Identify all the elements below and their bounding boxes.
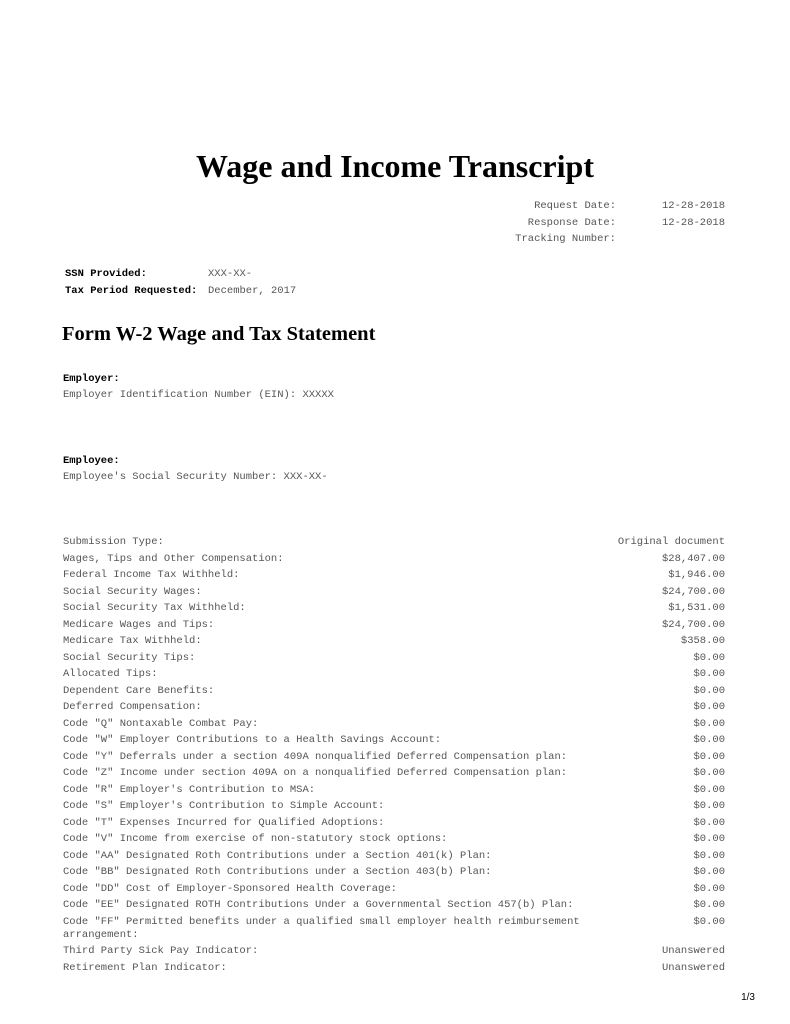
form-title: Form W-2 Wage and Tax Statement (62, 323, 376, 345)
line-item-value: $0.00 (693, 717, 725, 730)
line-item-label: Code "V" Income from exercise of non-statutory stock options: (63, 833, 448, 845)
line-item (63, 833, 725, 850)
line-item-value: $0.00 (693, 899, 725, 911)
tax-period-value: December, 2017 (208, 284, 297, 297)
line-item (63, 536, 725, 553)
line-item (63, 800, 725, 817)
employer-ein: Employer Identification Number (EIN): XXXXX (63, 389, 334, 401)
line-item-label: Code "BB" Designated Roth Contributions under a Section 403(b) Plan: (63, 866, 492, 878)
line-item-label: Social Security Tax Withheld: (63, 602, 246, 614)
line-item (63, 883, 725, 900)
line-item-value: $0.00 (693, 750, 725, 763)
line-item-label: Code "R" Employer's Contribution to MSA: (63, 783, 316, 796)
line-item-label: Retirement Plan Indicator: (63, 961, 227, 974)
line-item-label: Wages, Tips and Other Compensation: (63, 552, 284, 565)
line-item (63, 916, 725, 946)
line-item-label: Code "W" Employer Contributions to a Health Savings Account: (63, 734, 442, 746)
line-item-value: $0.00 (693, 684, 725, 697)
line-item-value: Unanswered (661, 945, 725, 957)
ssn-value: XXX-XX- (208, 268, 253, 280)
line-item-label: Deferred Compensation: (63, 701, 202, 713)
line-item-label: Code "AA" Designated Roth Contributions under a Section 401(k) Plan: (63, 849, 492, 862)
taxpayer-info (65, 268, 465, 301)
line-item-value: Original document (617, 536, 725, 548)
page-title: Wage and Income Transcript (196, 148, 594, 184)
line-item (63, 817, 725, 834)
line-item-label: Code "FF" Permitted benefits under a qualified small employer health reimbursement arrangement: (63, 915, 580, 941)
line-item (63, 734, 725, 751)
line-item (63, 962, 725, 979)
line-item-label: Medicare Wages and Tips: (63, 618, 215, 631)
tax-period-row (65, 285, 465, 302)
line-item-label: Code "Q" Nontaxable Combat Pay: (63, 717, 259, 730)
line-item-value: $1,946.00 (668, 569, 725, 581)
line-item-label: Federal Income Tax Withheld: (63, 569, 240, 581)
response-date-label: Response Date: (527, 216, 616, 229)
line-item-value: $1,531.00 (668, 602, 725, 614)
line-item-value: $24,700.00 (661, 618, 725, 631)
line-item-label: Medicare Tax Withheld: (63, 635, 202, 647)
page-number: 1/3 (741, 992, 755, 1003)
tax-period-label: Tax Period Requested: (65, 284, 198, 297)
line-item (63, 866, 725, 883)
line-item (63, 635, 725, 652)
line-item-value: Unanswered (661, 961, 725, 974)
line-item (63, 718, 725, 735)
line-item-label: Social Security Tips: (63, 651, 196, 664)
request-date-value: 12-28-2018 (662, 200, 726, 212)
employee-ssn: Employee's Social Security Number: XXX-XX- (63, 471, 328, 483)
tracking-number-row (440, 233, 730, 250)
line-item-value: $0.00 (693, 915, 725, 928)
line-item-value: $0.00 (693, 783, 725, 796)
line-item-label: Submission Type: (63, 536, 164, 548)
line-item-label: Code "S" Employer's Contribution to Simple Account: (63, 800, 385, 812)
line-item (63, 668, 725, 685)
line-item (63, 751, 725, 768)
line-item-label: Allocated Tips: (63, 668, 158, 680)
line-item-value: $24,700.00 (661, 585, 725, 598)
line-item-value: $0.00 (693, 800, 725, 812)
line-item (63, 767, 725, 784)
line-item-value: $0.00 (693, 668, 725, 680)
line-item-value: $0.00 (693, 849, 725, 862)
line-item (63, 701, 725, 718)
tracking-number-label: Tracking Number: (515, 233, 616, 245)
line-item-label: Social Security Wages: (63, 585, 202, 598)
line-item-value: $0.00 (693, 882, 725, 895)
employer-label: Employer: (63, 373, 120, 385)
line-item-label: Code "Y" Deferrals under a section 409A nonqualified Deferred Compensation plan: (63, 750, 568, 763)
line-item-value: $28,407.00 (661, 552, 725, 565)
line-item (63, 784, 725, 801)
line-item-label: Code "Z" Income under section 409A on a nonqualified Deferred Compensation plan: (63, 767, 568, 779)
w2-line-items (63, 536, 725, 978)
line-item-label: Code "EE" Designated ROTH Contributions Under a Governmental Section 457(b) Plan: (63, 899, 574, 911)
line-item-value: $0.00 (693, 651, 725, 664)
request-date-label: Request Date: (534, 200, 616, 212)
line-item (63, 569, 725, 586)
line-item-value: $0.00 (693, 866, 725, 878)
line-item (63, 586, 725, 603)
line-item-label: Third Party Sick Pay Indicator: (63, 945, 259, 957)
line-item-value: $0.00 (693, 767, 725, 779)
line-item (63, 553, 725, 570)
line-item-value: $0.00 (693, 734, 725, 746)
line-item-value: $0.00 (693, 816, 725, 829)
response-date-row (440, 217, 730, 234)
response-date-value: 12-28-2018 (662, 216, 726, 229)
line-item (63, 619, 725, 636)
line-item-value: $0.00 (693, 833, 725, 845)
line-item-value: $358.00 (680, 635, 725, 647)
line-item-label: Code "DD" Cost of Employer-Sponsored Health Coverage: (63, 882, 397, 895)
request-info (440, 200, 730, 250)
employee-label: Employee: (63, 455, 120, 467)
ssn-row (65, 268, 465, 285)
line-item (63, 652, 725, 669)
line-item (63, 945, 725, 962)
line-item-value: $0.00 (693, 701, 725, 713)
line-item (63, 685, 725, 702)
line-item (63, 602, 725, 619)
request-date-row (440, 200, 730, 217)
ssn-label: SSN Provided: (65, 268, 147, 280)
line-item-label: Code "T" Expenses Incurred for Qualified Adoptions: (63, 816, 385, 829)
line-item (63, 850, 725, 867)
line-item-label: Dependent Care Benefits: (63, 684, 215, 697)
line-item (63, 899, 725, 916)
